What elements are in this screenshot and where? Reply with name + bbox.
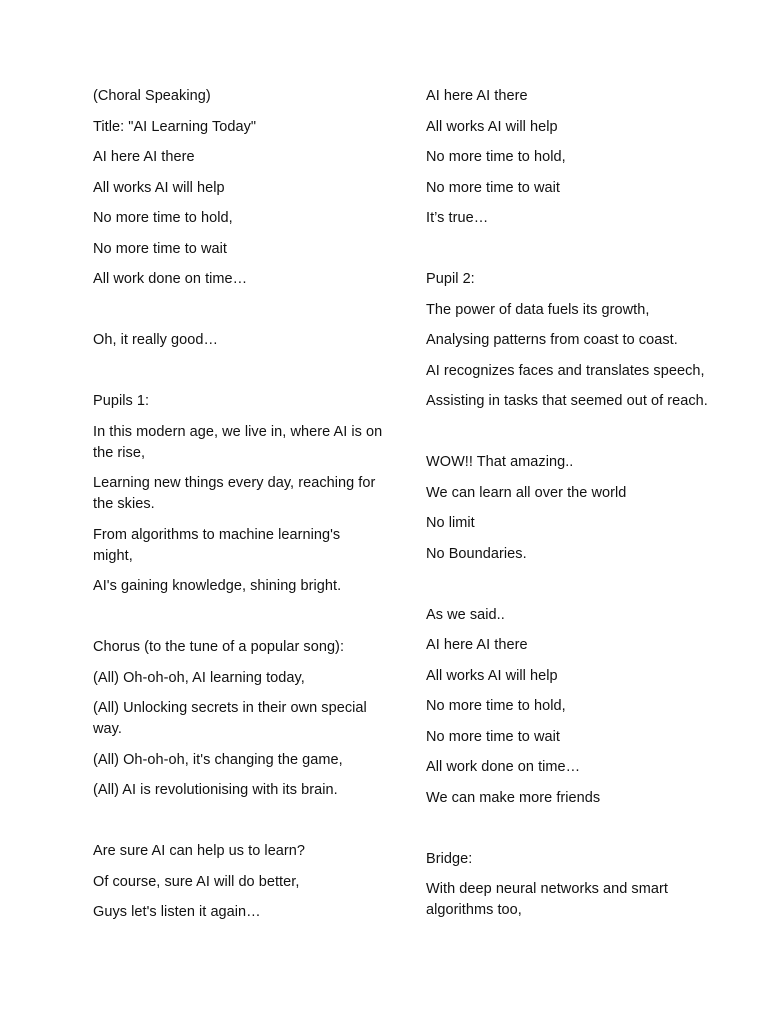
blank-line [93, 607, 383, 638]
verse-line: We can make more friends [426, 789, 601, 806]
verse-line: No more time to hold, [426, 149, 566, 165]
section-heading: Pupils 1: [93, 393, 150, 409]
left-column [93, 86, 383, 933]
verse-line: Are sure AI can help us to learn? [93, 843, 306, 859]
verse-line: (All) AI is revolutionising with its brain. [93, 782, 338, 798]
verse-line: WOW!! That amazing.. [426, 454, 574, 470]
verse-line: It’s true… [426, 210, 489, 226]
verse-line: No more time to wait [426, 179, 560, 196]
verse-line: No more time to hold, [93, 210, 233, 226]
verse-line: (All) Unlocking secrets in their own special way. [93, 700, 367, 737]
verse-line: Oh, it really good… [93, 332, 219, 348]
section-heading: Pupil 2: [426, 271, 475, 287]
verse-line: (All) Oh-oh-oh, AI learning today, [93, 669, 305, 686]
verse-line: All work done on time… [426, 759, 581, 775]
verse-line: The power of data fuels its growth, [426, 301, 650, 318]
verse-line: Analysing patterns from coast to coast. [426, 332, 678, 348]
verse-line: No limit [426, 515, 475, 531]
blank-line [426, 818, 716, 849]
verse-line: All works AI will help [426, 667, 558, 684]
blank-line [426, 574, 716, 605]
verse-line: AI here AI there [426, 88, 528, 104]
verse-line: (All) Oh-oh-oh, it's changing the game, [93, 751, 343, 768]
blank-line [426, 239, 716, 270]
poem-title: Title: "AI Learning Today" [93, 118, 257, 135]
verse-line: As we said.. [426, 606, 505, 623]
verse-line: All work done on time… [93, 271, 248, 287]
verse-line: In this modern age, we live in, where AI is on the rise, [93, 423, 383, 461]
verse-line: All works AI will help [93, 179, 225, 196]
verse-line: No more time to wait [93, 240, 227, 257]
verse-line: From algorithms to machine learning's might, [93, 526, 341, 564]
verse-line: No more time to wait [426, 728, 560, 745]
blank-line [93, 300, 383, 331]
verse-line: AI recognizes faces and translates speech, [426, 362, 705, 379]
section-heading: Bridge: [426, 850, 473, 867]
verse-line: AI's gaining knowledge, shining bright. [93, 578, 342, 594]
verse-line: Learning new things every day, reaching for the skies. [93, 475, 376, 512]
verse-line: With deep neural networks and smart algorithms too, [426, 881, 668, 918]
verse-line: Guys let's listen it again… [93, 904, 261, 920]
blank-line [93, 361, 383, 392]
verse-line: No more time to hold, [426, 698, 566, 714]
right-column [426, 86, 716, 931]
blank-line [93, 811, 383, 842]
verse-line: We can learn all over the world [426, 484, 627, 501]
verse-line: Assisting in tasks that seemed out of reach. [426, 393, 708, 409]
verse-line: All works AI will help [426, 118, 558, 135]
stage-direction: (Choral Speaking) [93, 88, 211, 104]
verse-line: AI here AI there [93, 149, 195, 165]
verse-line: AI here AI there [426, 637, 528, 653]
verse-line: No Boundaries. [426, 545, 527, 562]
section-heading: Chorus (to the tune of a popular song): [93, 639, 345, 655]
verse-line: Of course, sure AI will do better, [93, 873, 300, 890]
blank-line [426, 422, 716, 453]
